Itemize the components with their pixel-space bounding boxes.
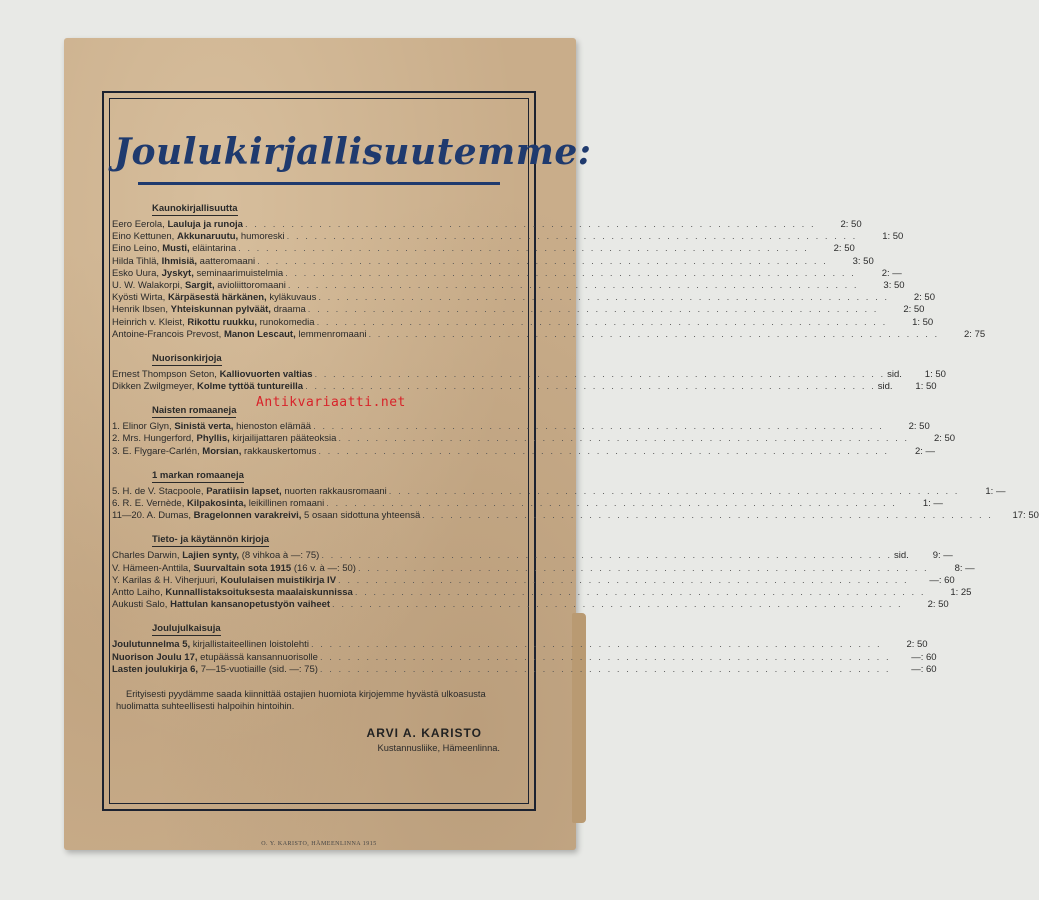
leader-dots xyxy=(318,446,889,458)
item-price: 2: 50 xyxy=(933,433,956,445)
item-title: Sinistä verta, xyxy=(174,421,234,433)
item-price: 1: 50 xyxy=(882,231,904,243)
leader-dots xyxy=(326,498,897,510)
item-title: Lajien synty, xyxy=(182,550,240,562)
item-text xyxy=(112,329,367,341)
list-item xyxy=(112,574,955,587)
list-item xyxy=(112,485,1006,498)
item-title: Ihmisiä, xyxy=(161,255,198,267)
item-author: 11—20. A. Dumas, xyxy=(112,510,192,522)
item-description: avioliittoromaani xyxy=(217,279,286,291)
item-title: Morsian, xyxy=(202,445,242,457)
section-heading: Naisten romaaneja xyxy=(152,405,237,417)
item-title: Yhteiskunnan pylväät, xyxy=(170,304,271,316)
leader-dots xyxy=(314,369,885,381)
item-title: Lauluja ja runoja xyxy=(167,219,243,230)
item-price: 1: — xyxy=(985,485,1006,497)
list-item xyxy=(112,433,956,445)
item-author: 5. H. de V. Stacpoole, xyxy=(112,485,204,497)
item-text xyxy=(112,563,356,575)
list-item xyxy=(112,663,937,676)
item-description: rakkauskertomus xyxy=(244,445,317,457)
item-description: eläintarina xyxy=(192,243,237,255)
item-price: 2: 50 xyxy=(913,292,935,304)
ad-frame xyxy=(102,91,1039,847)
item-price: 2: — xyxy=(881,267,902,279)
item-author: Charles Darwin, xyxy=(112,550,180,562)
item-title: Phyllis, xyxy=(196,433,230,445)
item-description: hienoston elämää xyxy=(236,421,312,433)
item-text xyxy=(112,304,306,316)
publisher-location: Kustannusliike, Hämeenlinna. xyxy=(377,742,500,753)
leader-dots xyxy=(318,292,889,304)
item-author: Antto Laiho, xyxy=(112,586,163,598)
list-item xyxy=(112,381,937,393)
item-title: Kolme tyttöä tuntureilla xyxy=(197,381,304,393)
section-0 xyxy=(112,193,986,341)
item-description: 5 osaan sidottuna yhteensä xyxy=(304,510,421,522)
leader-dots xyxy=(369,329,940,341)
list-item xyxy=(112,562,975,575)
list-item xyxy=(112,639,928,651)
item-author: Y. Karilas & H. Viherjuuri, xyxy=(112,574,218,586)
note-paragraph: Erityisesti pyydämme saada kiinnittää ostajien huomiota kirjojemme hyvästä ulkoasusta huolimatta suhteellisesti halpoihin hintoihin. xyxy=(116,688,486,711)
item-price: 3: 50 xyxy=(883,279,905,291)
leader-dots xyxy=(338,433,909,445)
list-item xyxy=(112,279,905,292)
item-text xyxy=(112,231,285,243)
item-text xyxy=(112,664,318,676)
item-description: kirjallistaiteellinen loistolehti xyxy=(192,639,309,651)
list-item xyxy=(112,316,934,329)
item-price: 1: 50 xyxy=(915,381,937,393)
section-heading: 1 markan romaaneja xyxy=(152,469,244,481)
item-description: lemmenromaani xyxy=(298,328,367,340)
item-price: 3: 50 xyxy=(852,255,874,267)
item-author: Ernest Thompson Seton, xyxy=(112,368,217,380)
item-price: 1: 50 xyxy=(924,368,946,380)
item-text xyxy=(112,446,316,458)
leader-dots xyxy=(320,664,891,676)
item-text xyxy=(112,256,255,268)
list-item xyxy=(112,599,949,611)
item-text xyxy=(112,486,387,498)
item-text xyxy=(112,550,319,562)
item-text xyxy=(112,639,309,651)
item-description: kyläkuvaus xyxy=(269,292,317,304)
item-text xyxy=(112,243,236,255)
item-text xyxy=(112,587,353,599)
list-item xyxy=(112,445,935,458)
item-author: Esko Uura, xyxy=(112,267,159,279)
list-item xyxy=(112,550,953,562)
item-price: 2: 50 xyxy=(908,421,930,433)
item-description: aatteromaani xyxy=(199,255,256,267)
item-text xyxy=(112,369,312,381)
item-description: leikillinen romaani xyxy=(248,498,325,509)
item-author: U. W. Walakorpi, xyxy=(112,279,183,291)
leader-dots xyxy=(288,280,859,292)
item-author: Kyösti Wirta, xyxy=(112,292,166,304)
item-author: Eino Kettunen, xyxy=(112,231,175,243)
watermark-text: Antikvariaatti.net xyxy=(256,395,406,410)
item-text xyxy=(112,575,336,587)
book-back-cover xyxy=(64,38,1039,850)
item-price: 1: — xyxy=(922,498,943,509)
item-description: (16 v. à —: 50) xyxy=(293,562,356,574)
section-5 xyxy=(112,613,937,676)
title-underline xyxy=(138,182,500,185)
item-price: 2: 50 xyxy=(927,599,949,611)
item-author: Hilda Tihlä, xyxy=(112,255,159,267)
page-title: Joulukirjallisuutemme: xyxy=(114,131,592,173)
item-title: Paratiisin lapset, xyxy=(206,485,282,497)
item-author: 6. R. E. Vernède, xyxy=(112,498,185,509)
item-title: Akkunaruutu, xyxy=(176,231,239,243)
item-text xyxy=(112,652,318,664)
section-heading: Tieto- ja käytännön kirjoja xyxy=(152,534,270,546)
item-price: 1: 50 xyxy=(912,316,934,328)
item-author: 1. Elinor Glyn, xyxy=(112,421,172,433)
item-author: 3. E. Flygare-Carlén, xyxy=(112,445,200,457)
item-text xyxy=(112,317,315,329)
item-description: seminaarimuistelmia xyxy=(196,267,284,279)
item-title: Jyskyt, xyxy=(161,267,194,279)
item-price: 8: — xyxy=(954,562,975,574)
item-text xyxy=(112,433,336,445)
section-1 xyxy=(112,343,946,393)
item-title: Rikottu ruukku, xyxy=(187,316,257,328)
list-item xyxy=(112,304,925,316)
item-text xyxy=(112,381,303,393)
leader-dots xyxy=(338,575,909,587)
leader-dots xyxy=(305,381,876,393)
item-price: 17: 50 xyxy=(1012,510,1039,522)
publisher-name: ARVI A. KARISTO xyxy=(366,725,482,740)
leader-dots xyxy=(287,231,858,243)
printer-imprint: O. Y. KARISTO, HÄMEENLINNA 1915 xyxy=(261,841,377,847)
item-description: 7—15-vuotiaille (sid. —: 75) xyxy=(200,663,318,675)
leader-dots xyxy=(422,510,993,522)
leader-dots xyxy=(285,268,856,280)
item-price: 9: — xyxy=(932,550,953,562)
item-author: Eero Eerola, xyxy=(112,219,165,230)
list-item xyxy=(112,292,935,304)
item-binding: sid. xyxy=(877,381,893,393)
list-item xyxy=(112,586,972,599)
list-item xyxy=(112,651,937,664)
item-title: Joulutunnelma 5, xyxy=(112,639,191,651)
list-item xyxy=(112,421,930,433)
list-item xyxy=(112,267,902,280)
section-heading: Nuorisonkirjoja xyxy=(152,352,222,364)
list-item xyxy=(112,219,862,231)
item-price: 2: 50 xyxy=(840,219,862,230)
list-item xyxy=(112,368,946,381)
list-item xyxy=(112,243,855,255)
item-author: Antoine-Francois Prevost, xyxy=(112,328,222,340)
item-description: runokomedia xyxy=(259,316,315,328)
section-4 xyxy=(112,524,975,611)
item-title: Musti, xyxy=(162,243,190,255)
item-author: V. Hämeen-Anttila, xyxy=(112,562,191,574)
item-title: Koululaisen muistikirja IV xyxy=(220,574,337,586)
publisher-block xyxy=(112,726,500,753)
item-price: 1: 25 xyxy=(950,586,972,598)
item-title: Manon Lescaut, xyxy=(223,328,296,340)
leader-dots xyxy=(332,599,903,611)
book-list xyxy=(112,193,1039,753)
section-3 xyxy=(112,460,1039,523)
leader-dots xyxy=(317,317,888,329)
leader-dots xyxy=(308,304,879,316)
item-text xyxy=(112,421,311,433)
item-price: —: 60 xyxy=(911,651,937,663)
item-title: Kilpakosinta, xyxy=(187,498,247,509)
item-author: Aukusti Salo, xyxy=(112,599,168,611)
item-price: —: 60 xyxy=(929,574,955,586)
item-price: 2: — xyxy=(914,445,935,457)
leader-dots xyxy=(257,256,828,268)
list-item xyxy=(112,328,986,341)
leader-dots xyxy=(355,587,926,599)
item-price: —: 60 xyxy=(911,663,937,675)
item-author: 2. Mrs. Hungerford, xyxy=(112,433,194,445)
item-title: Bragelonnen varakreivi, xyxy=(193,510,302,522)
item-title: Kunnallistaksoituksesta maalaiskunnissa xyxy=(165,586,353,598)
item-title: Lasten joulukirja 6, xyxy=(112,663,199,675)
item-title: Suurvaltain sota 1915 xyxy=(193,562,292,574)
list-item xyxy=(112,255,874,268)
item-price: 2: 50 xyxy=(906,639,928,651)
leader-dots xyxy=(358,563,929,575)
leader-dots xyxy=(321,550,892,562)
item-title: Kärpäsestä härkänen, xyxy=(167,292,267,304)
item-price: 2: 75 xyxy=(964,328,986,340)
item-author: Dikken Zwilgmeyer, xyxy=(112,381,195,393)
list-item xyxy=(112,498,943,510)
leader-dots xyxy=(245,219,816,231)
item-price: 2: 50 xyxy=(833,243,855,255)
item-text xyxy=(112,498,324,510)
item-text xyxy=(112,280,286,292)
item-description: (8 vihkoa à —: 75) xyxy=(241,550,320,562)
item-author: Heinrich v. Kleist, xyxy=(112,316,185,328)
item-binding: sid. xyxy=(887,368,902,380)
item-title: Kalliovuorten valtias xyxy=(219,368,313,380)
item-description: nuorten rakkausromaani xyxy=(284,485,387,497)
item-description: kirjailijattaren pääteoksia xyxy=(232,433,337,445)
leader-dots xyxy=(389,486,960,498)
item-description: humoreski xyxy=(240,231,285,243)
section-heading: Kaunokirjallisuutta xyxy=(152,203,238,214)
section-heading: Joulujulkaisuja xyxy=(152,623,221,635)
item-description: etupäässä kansannuorisolle xyxy=(200,651,318,663)
item-author: Eino Leino, xyxy=(112,243,160,255)
list-item xyxy=(112,231,904,243)
item-text xyxy=(112,268,283,280)
item-binding: sid. xyxy=(893,550,909,562)
leader-dots xyxy=(320,652,891,664)
leader-dots xyxy=(313,421,884,433)
item-text xyxy=(112,292,316,304)
item-text xyxy=(112,510,420,522)
item-text xyxy=(112,219,243,231)
item-description: draama xyxy=(273,304,306,316)
item-title: Sargit, xyxy=(185,279,215,291)
item-author: Henrik Ibsen, xyxy=(112,304,168,316)
item-title: Hattulan kansanopetustyön vaiheet xyxy=(170,599,331,611)
leader-dots xyxy=(311,639,882,651)
item-text xyxy=(112,599,330,611)
item-price: 2: 50 xyxy=(903,304,925,316)
list-item xyxy=(112,510,1039,522)
leader-dots xyxy=(238,243,809,255)
item-title: Nuorison Joulu 17, xyxy=(112,651,198,663)
